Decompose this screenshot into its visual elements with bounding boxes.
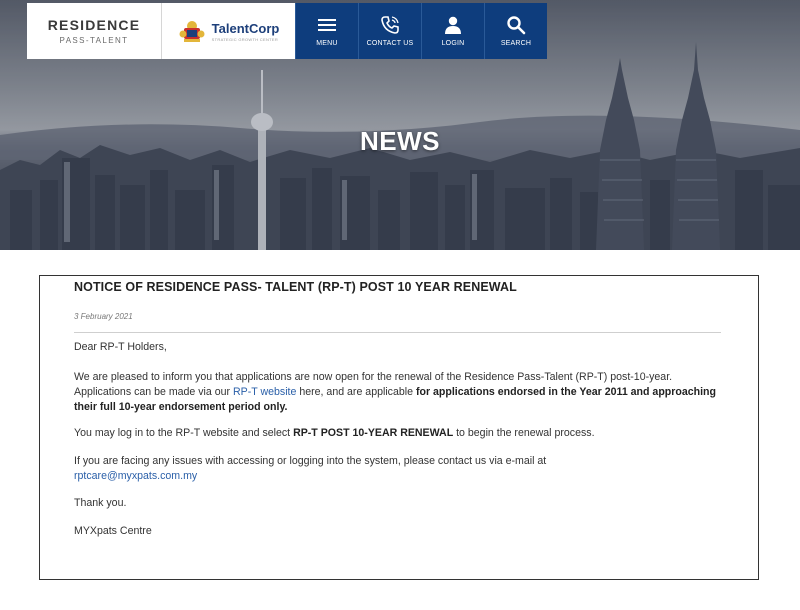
hamburger-icon (317, 15, 337, 35)
paragraph-2-text-b: to begin the renewal process. (453, 427, 595, 439)
logo-sub-text: PASS-TALENT (59, 36, 129, 45)
article-title: NOTICE OF RESIDENCE PASS- TALENT (RP-T) POST 10 YEAR RENEWAL (74, 280, 517, 294)
phone-icon (380, 15, 400, 35)
logo-main-text: RESIDENCE (47, 17, 141, 33)
paragraph-2-bold: RP-T POST 10-YEAR RENEWAL (293, 427, 454, 439)
paragraph-1-bold: for applications endorsed in the Year 2011 and approaching their full 10-year endorsement period only. (74, 386, 716, 413)
login-label: LOGIN (441, 39, 465, 47)
article-paragraph-1 (74, 370, 724, 415)
paragraph-3-text: If you are facing any issues with accessing or logging into the system, please contact us via e-mail at (74, 455, 547, 467)
menu-button[interactable] (295, 3, 358, 59)
contact-us-button[interactable] (358, 3, 421, 59)
talentcorp-name: TalentCorp (211, 20, 280, 36)
paragraph-2-text-a: You may log in to the RP-T website and select (74, 427, 294, 439)
contact-us-label: CONTACT US (366, 39, 414, 47)
article-signature: MYXpats Centre (74, 525, 152, 537)
menu-label: MENU (316, 39, 338, 47)
article-paragraph-3 (74, 454, 724, 484)
paragraph-1-text-b: here, and are applicable (296, 386, 416, 398)
page-title: NEWS (360, 126, 440, 156)
article-date: 3 February 2021 (74, 312, 133, 321)
talentcorp-tagline: STRATEGIC GROWTH CENTER (211, 36, 279, 42)
news-article (39, 275, 759, 580)
article-paragraph-2 (74, 426, 724, 441)
user-icon (443, 15, 463, 35)
rpt-website-link[interactable]: RP-T website (233, 386, 297, 398)
talentcorp-logo[interactable] (162, 3, 295, 59)
login-button[interactable] (421, 3, 484, 59)
search-label: SEARCH (500, 39, 532, 47)
residence-pass-logo[interactable] (27, 3, 162, 59)
article-greeting: Dear RP-T Holders, (74, 341, 167, 353)
search-icon (506, 15, 526, 35)
malaysia-crest-icon (178, 18, 206, 44)
paragraph-1-text-a: We are pleased to inform you that applications are now open for the renewal of the Residence Pass-Talent (RP-T) post-10-year. Applications can be made via our (74, 371, 673, 398)
divider (74, 332, 721, 333)
top-navigation (27, 3, 547, 59)
support-email-link[interactable]: rptcare@myxpats.com.my (74, 470, 198, 482)
article-closing: Thank you. (74, 497, 127, 509)
search-button[interactable] (484, 3, 547, 59)
